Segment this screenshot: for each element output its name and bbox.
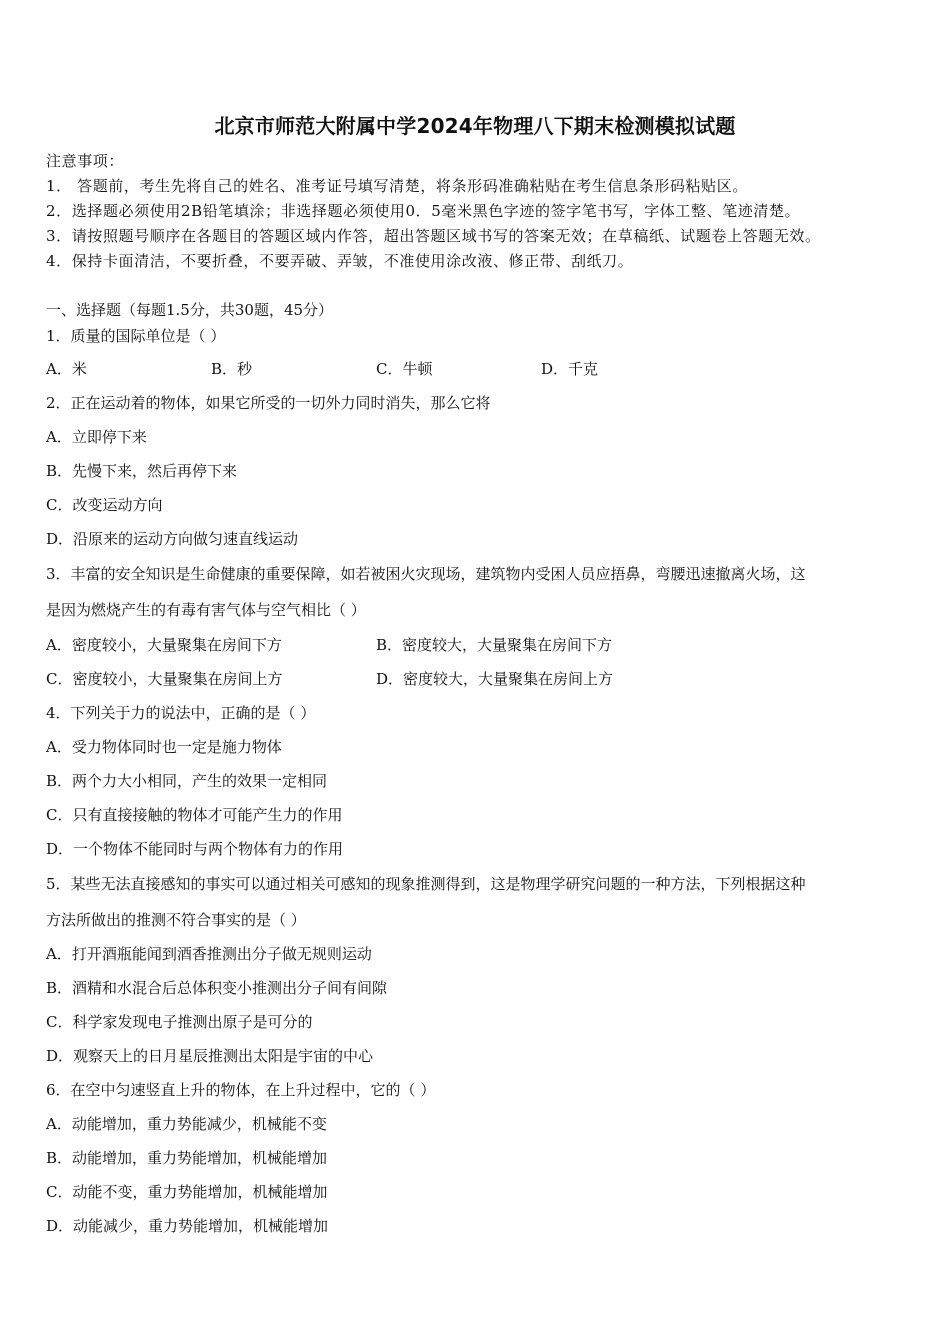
notice-item-4: 4．保持卡面清洁，不要折叠，不要弄破、弄皱，不准使用涂改液、修正带、刮纸刀。 bbox=[46, 252, 634, 270]
question-1-option-b: B．秒 bbox=[211, 360, 253, 378]
question-6-option-c: C．动能不变，重力势能增加，机械能增加 bbox=[46, 1183, 328, 1201]
notice-item-2: 2．选择题必须使用2B铅笔填涂；非选择题必须使用0．5毫米黑色字迹的签字笔书写，字体工整、笔迹清楚。 bbox=[46, 202, 801, 220]
question-6-option-b: B．动能增加，重力势能增加，机械能增加 bbox=[46, 1149, 328, 1167]
question-4-option-c: C．只有直接接触的物体才可能产生力的作用 bbox=[46, 806, 343, 824]
question-4-option-b: B．两个力大小相同，产生的效果一定相同 bbox=[46, 772, 328, 790]
question-2-option-a: A．立即停下来 bbox=[46, 428, 147, 446]
question-5-stem-line-2: 方法所做出的推测不符合事实的是（ ） bbox=[46, 911, 306, 929]
question-5-option-d: D．观察天上的日月星辰推测出太阳是宇宙的中心 bbox=[46, 1047, 374, 1065]
question-2-option-b: B．先慢下来，然后再停下来 bbox=[46, 462, 238, 480]
notice-item-3: 3．请按照题号顺序在各题目的答题区域内作答，超出答题区域书写的答案无效；在草稿纸、试题卷上答题无效。 bbox=[46, 227, 821, 245]
question-3-option-b: B．密度较大，大量聚集在房间下方 bbox=[376, 636, 613, 654]
question-5-option-c: C．科学家发现电子推测出原子是可分的 bbox=[46, 1013, 313, 1031]
question-3-option-d: D．密度较大，大量聚集在房间上方 bbox=[376, 670, 614, 688]
question-6-option-d: D．动能减少，重力势能增加，机械能增加 bbox=[46, 1217, 329, 1235]
question-6-stem: 6．在空中匀速竖直上升的物体，在上升过程中，它的（ ） bbox=[46, 1081, 436, 1099]
question-2-option-d: D．沿原来的运动方向做匀速直线运动 bbox=[46, 530, 299, 548]
question-5-option-a: A．打开酒瓶能闻到酒香推测出分子做无规则运动 bbox=[46, 945, 372, 963]
page-title: 北京市师范大附属中学2024年物理八下期末检测模拟试题 bbox=[214, 114, 736, 138]
question-3-stem-line-2: 是因为燃烧产生的有毒有害气体与空气相比（ ） bbox=[46, 601, 366, 619]
notice-heading: 注意事项： bbox=[46, 152, 125, 170]
question-4-stem: 4．下列关于力的说法中，正确的是（ ） bbox=[46, 704, 316, 722]
question-4-option-d: D．一个物体不能同时与两个物体有力的作用 bbox=[46, 840, 344, 858]
question-5-stem-line-1: 5．某些无法直接感知的事实可以通过相关可感知的现象推测得到，这是物理学研究问题的一种方法，下列根据这种 bbox=[46, 875, 806, 893]
question-3-option-a: A．密度较小，大量聚集在房间下方 bbox=[46, 636, 282, 654]
section-heading: 一、选择题（每题1.5分，共30题，45分） bbox=[46, 301, 334, 319]
question-1-stem: 1．质量的国际单位是（ ） bbox=[46, 327, 226, 345]
question-2-option-c: C．改变运动方向 bbox=[46, 496, 163, 514]
question-4-option-a: A．受力物体同时也一定是施力物体 bbox=[46, 738, 282, 756]
question-5-option-b: B．酒精和水混合后总体积变小推测出分子间有间隙 bbox=[46, 979, 388, 997]
question-6-option-a: A．动能增加，重力势能减少，机械能不变 bbox=[46, 1115, 327, 1133]
question-3-option-c: C．密度较小，大量聚集在房间上方 bbox=[46, 670, 283, 688]
question-1-option-a: A．米 bbox=[46, 360, 87, 378]
question-2-stem: 2．正在运动着的物体，如果它所受的一切外力同时消失，那么它将 bbox=[46, 394, 491, 412]
notice-item-1: 1． 答题前，考生先将自己的姓名、准考证号填写清楚，将条形码准确粘贴在考生信息条形码粘贴区。 bbox=[46, 177, 748, 195]
question-1-option-c: C．牛顿 bbox=[376, 360, 433, 378]
question-1-option-d: D．千克 bbox=[541, 360, 599, 378]
question-3-stem-line-1: 3．丰富的安全知识是生命健康的重要保障，如若被困火灾现场，建筑物内受困人员应捂鼻，弯腰迅速撤离火场，这 bbox=[46, 565, 806, 583]
